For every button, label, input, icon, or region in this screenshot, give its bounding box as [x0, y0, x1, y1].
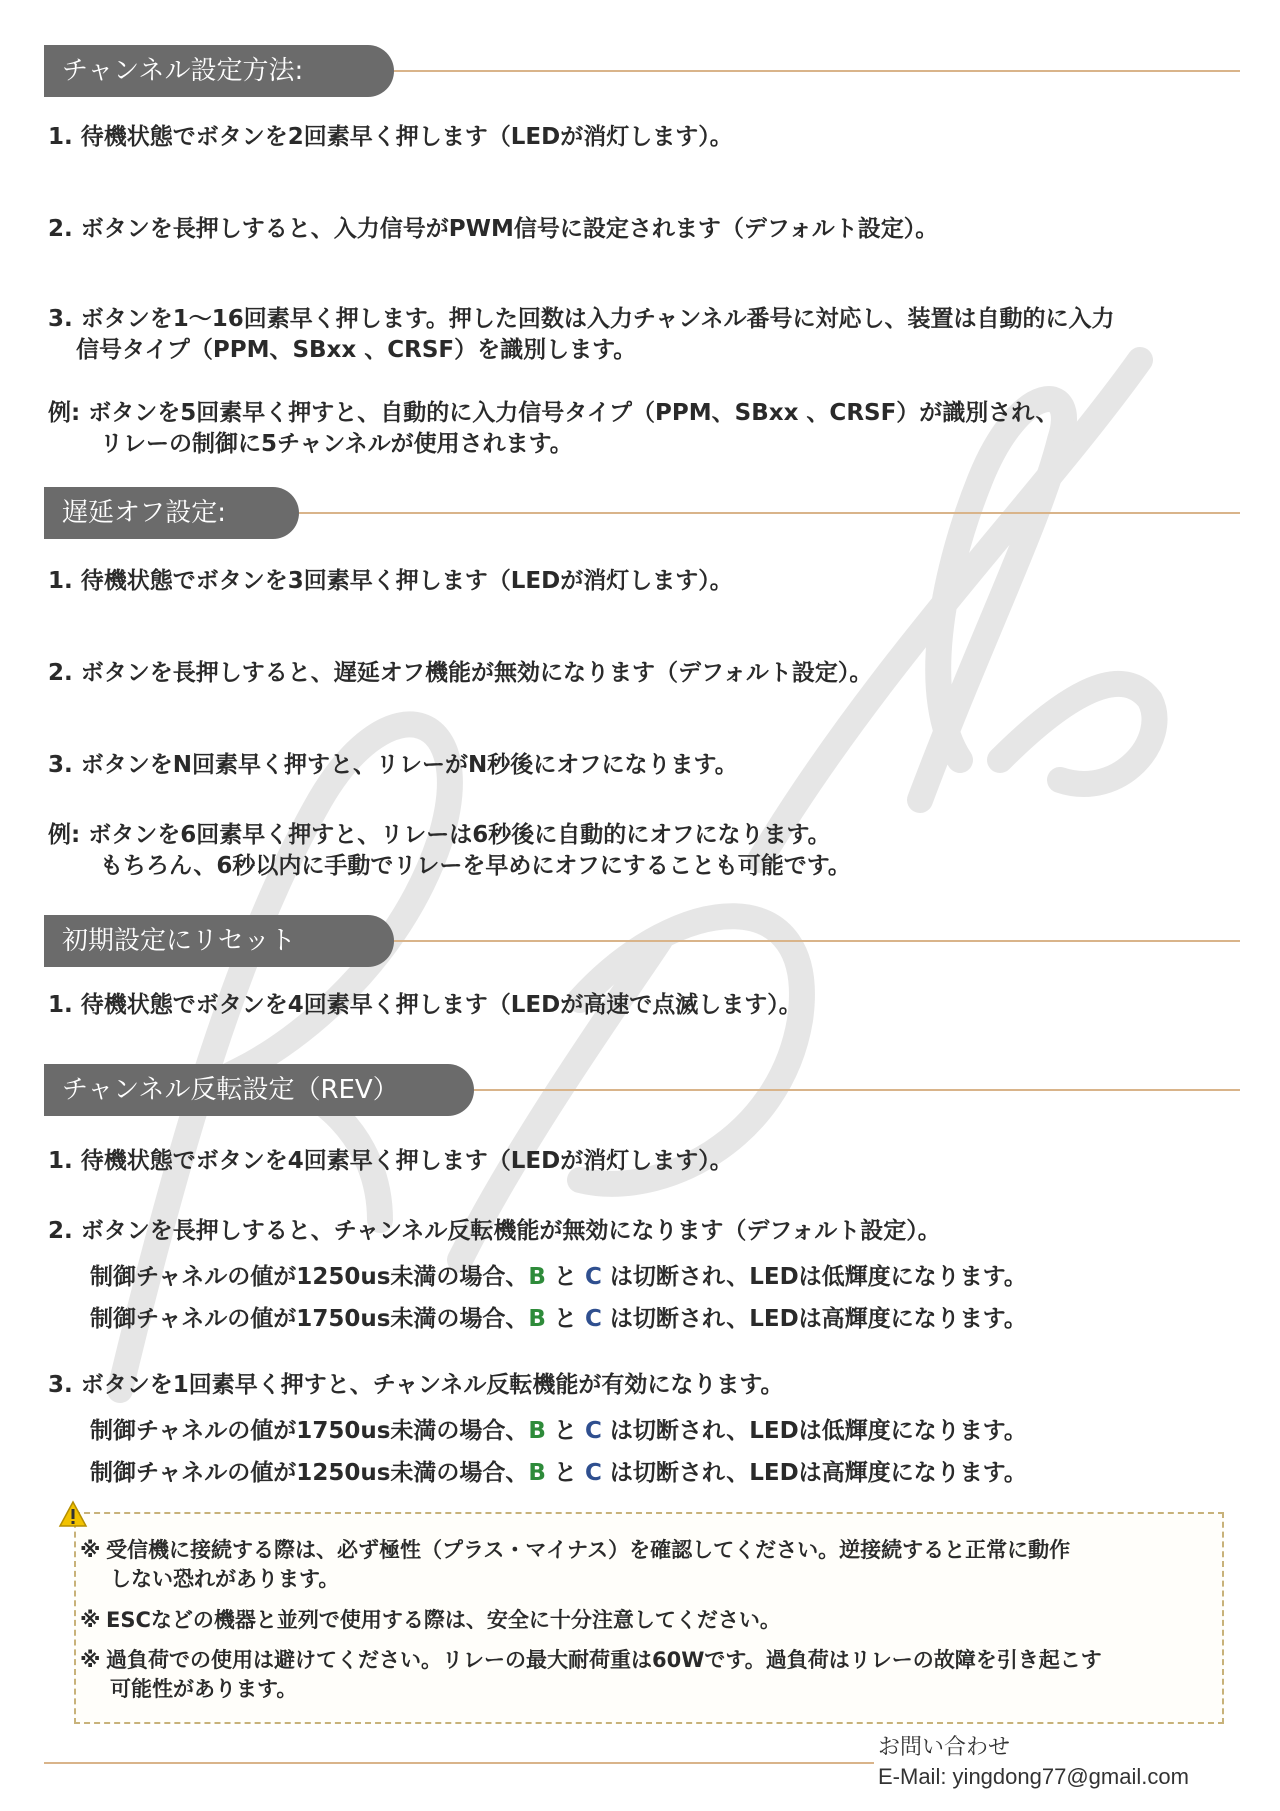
list-item: 1. 待機状態でボタンを2回素早く押します（LEDが消灯します）。 [48, 124, 733, 150]
warning-note: ※ 受信機に接続する際は、必ず極性（プラス・マイナス）を確認してください。逆接続すると正常に動作 しない恐れがあります。 [80, 1538, 1071, 1591]
example-note: 例: ボタンを5回素早く押すと、自動的に入力信号タイプ（PPM、SBxx 、CRSF）が識別され、 リレーの制御に5チャンネルが使用されます。 [48, 400, 1059, 457]
section-rule [244, 512, 1240, 514]
list-item: 3. ボタンをN回素早く押すと、リレーがN秒後にオフになります。 [48, 752, 738, 778]
list-item: 1. 待機状態でボタンを4回素早く押します（LEDが高速で点滅します）。 [48, 992, 802, 1018]
warning-note: ※ ESCなどの機器と並列で使用する際は、安全に十分注意してください。 [80, 1608, 781, 1632]
section-channel-reverse [44, 1064, 1240, 1116]
list-item: 1. 待機状態でボタンを4回素早く押します（LEDが消灯します）。 [48, 1148, 733, 1174]
section-header [44, 487, 1240, 539]
terminal-c-label: C [584, 1418, 602, 1444]
warning-triangle-icon [58, 1500, 88, 1528]
condition-line: 制御チャネルの値が1250us未満の場合、B と C は切断され、LEDは低輝度になります。 [90, 1264, 1027, 1290]
contact-email[interactable]: E-Mail: yingdong77@gmail.com [878, 1764, 1189, 1789]
condition-line: 制御チャネルの値が1250us未満の場合、B と C は切断され、LEDは高輝度になります。 [90, 1460, 1027, 1486]
contact-label: お問い合わせ [878, 1734, 1011, 1759]
footer-rule [44, 1762, 874, 1764]
terminal-b-label: B [528, 1418, 546, 1444]
example-note: 例: ボタンを6回素早く押すと、リレーは6秒後に自動的にオフになります。 もちろん、6秒以内に手動でリレーを早めにオフにすることも可能です。 [48, 822, 851, 879]
section-header [44, 1064, 1240, 1116]
list-item: 3. ボタンを1～16回素早く押します。押した回数は入力チャンネル番号に対応し、装置は自動的に入力 信号タイプ（PPM、SBxx 、CRSF）を識別します。 [48, 306, 1115, 363]
section-title: チャンネル反転設定（REV） [44, 1064, 474, 1116]
section-title: 遅延オフ設定: [44, 487, 299, 539]
condition-line: 制御チャネルの値が1750us未満の場合、B と C は切断され、LEDは高輝度になります。 [90, 1306, 1027, 1332]
section-channel-setup [44, 45, 1240, 97]
list-item: 3. ボタンを1回素早く押すと、チャンネル反転機能が有効になります。 [48, 1372, 784, 1398]
terminal-c-label: C [584, 1306, 602, 1332]
terminal-b-label: B [528, 1306, 546, 1332]
section-delay-off [44, 487, 1240, 539]
terminal-b-label: B [528, 1264, 546, 1290]
terminal-c-label: C [584, 1460, 602, 1486]
list-item: 1. 待機状態でボタンを3回素早く押します（LEDが消灯します）。 [48, 568, 733, 594]
section-header [44, 915, 1240, 967]
list-item: 2. ボタンを長押しすると、遅延オフ機能が無効になります（デフォルト設定）。 [48, 660, 873, 686]
section-header [44, 45, 1240, 97]
section-reset [44, 915, 1240, 967]
warning-note: ※ 過負荷での使用は避けてください。リレーの最大耐荷重は60Wです。過負荷はリレーの故障を引き起こす 可能性があります。 [80, 1648, 1102, 1701]
terminal-c-label: C [584, 1264, 602, 1290]
contact-info [878, 1732, 1189, 1792]
list-item: 2. ボタンを長押しすると、チャンネル反転機能が無効になります（デフォルト設定）。 [48, 1218, 941, 1244]
condition-line: 制御チャネルの値が1750us未満の場合、B と C は切断され、LEDは低輝度になります。 [90, 1418, 1027, 1444]
section-title: チャンネル設定方法: [44, 45, 394, 97]
terminal-b-label: B [528, 1460, 546, 1486]
section-title: 初期設定にリセット [44, 915, 394, 967]
list-item: 2. ボタンを長押しすると、入力信号がPWM信号に設定されます（デフォルト設定）。 [48, 216, 939, 242]
